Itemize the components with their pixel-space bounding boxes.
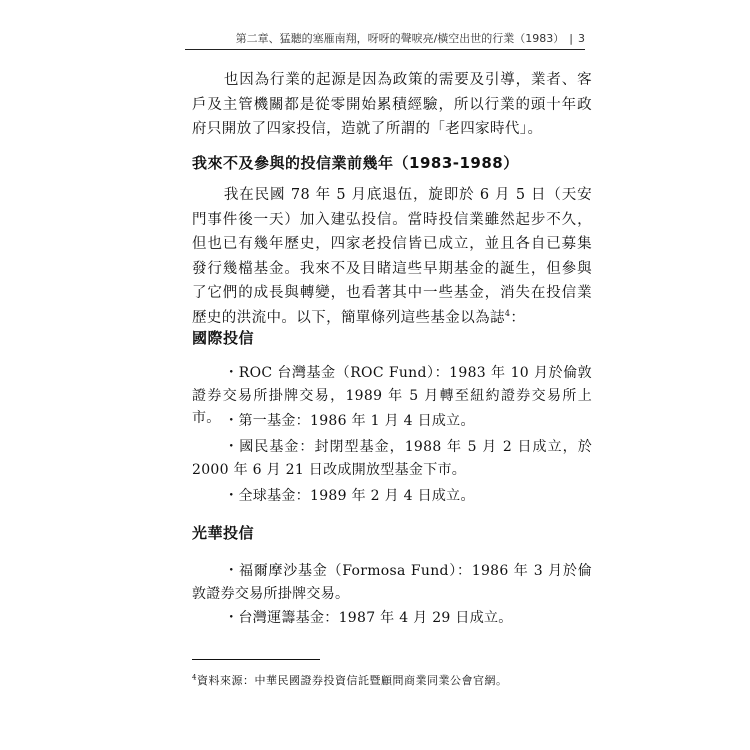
company-heading-kwanghua: 光華投信 [192,524,255,542]
chapter-title: 第二章、猛聽的塞雁南翔，呀呀的聲唳亮/橫空出世的行業（1983） [235,32,565,45]
fund-item-global: ・全球基金：1989 年 2 月 4 日成立。 [224,488,475,504]
fund-item-taiwan-logistics: ・台灣運籌基金：1987 年 4 月 29 日成立。 [224,610,513,626]
section-paragraph [192,183,592,331]
running-header [185,29,585,50]
fund-item-first: ・第一基金：1986 年 1 月 4 日成立。 [224,413,475,429]
fund-item-national: ・國民基金：封閉型基金，1988 年 5 月 2 日成立，於 2000 年 6 月 21 日改成開放型基金下市。 [192,439,592,478]
footnote-text: 資料來源：中華民國證券投資信託暨顧問商業同業公會官網。 [196,674,508,687]
section-heading: 我來不及參與的投信業前幾年（1983-1988） [192,154,519,172]
fund-item-roc: ・ROC 台灣基金（ROC Fund）：1983 年 10 月於倫敦證券交易所掛牌交易，1989 年 5 月轉至紐約證券交易所上市。 [192,365,592,426]
header-separator: | [569,32,573,45]
footnote-reference[interactable]: 4 [504,309,511,319]
intro-paragraph: 也因為行業的起源是因為政策的需要及引導，業者、客戶及主管機關都是從零開始累積經驗，所以行業的頭十年政府只開放了四家投信，造就了所謂的「老四家時代」。 [192,72,592,138]
footnote-divider [192,659,320,660]
page-number: 3 [578,32,585,45]
section-paragraph-text: 我在民國 78 年 5 月底退伍，旋即於 6 月 5 日（天安門事件後一天）加入建弘投信。當時投信業雖然起步不久，但也已有幾年歷史，四家老投信皆已成立，並且各自已募集發行幾檔基金。我來不及目睹這些早期基金的誕生，但參與了它們的成長與轉變，也看著其中一些基金，消失在投信業歷史的洪流中。以下，簡單條列這些基金以為誌 [192,187,592,326]
company-heading-international: 國際投信 [192,329,255,347]
fund-item-formosa: ・福爾摩沙基金（Formosa Fund）：1986 年 3 月於倫敦證券交易所掛牌交易。 [192,563,592,602]
footnote-number: 4 [192,673,197,682]
section-paragraph-end: ： [510,309,526,326]
footnote [192,672,507,688]
